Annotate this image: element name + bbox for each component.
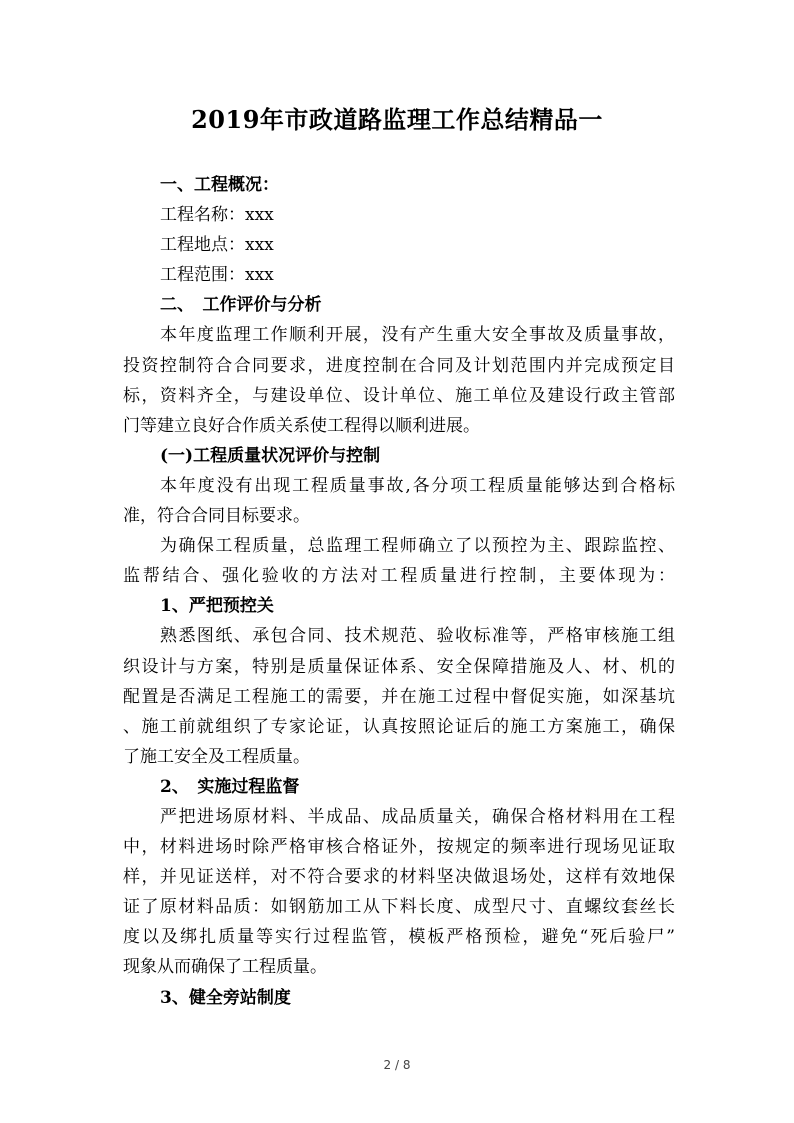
section-heading: 3、健全旁站制度 (160, 987, 291, 1008)
body-text-line: 门等建立良好合作质关系使工程得以顺利进展。 (123, 415, 480, 436)
body-text-line: 本年度监理工作顺利开展，没有产生重大安全事故及质量事故， (160, 325, 675, 346)
section-heading: 一、工程概况： (160, 175, 279, 195)
body-text-line: 熟悉图纸、承包合同、技术规范、验收标准等，严格审核施工组 (160, 626, 675, 647)
body-text-line: 、施工前就组织了专家论证，认真按照论证后的施工方案施工，确保 (123, 716, 675, 737)
body-text-line: 工程名称：xxx (160, 205, 274, 226)
section-heading: 2、 实施过程监督 (160, 776, 300, 797)
body-text-line: 标，资料齐全，与建设单位、设计单位、施工单位及建设行政主管部 (123, 385, 675, 406)
body-text-line: 证了原材料品质：如钢筋加工从下料长度、成型尺寸、直螺纹套丝长 (123, 897, 675, 918)
document-body (123, 170, 675, 1013)
body-text-line: 织设计与方案，特别是质量保证体系、安全保障措施及人、材、机的 (123, 656, 675, 677)
body-text-line: 中，材料进场时除严格审核合格证外，按规定的频率进行现场见证取 (123, 837, 675, 858)
body-text-line: 准，符合合同目标要求。 (123, 506, 310, 527)
section-heading: 1、严把预控关 (160, 596, 274, 617)
body-text-line: 为确保工程质量，总监理工程师确立了以预控为主、跟踪监控、 (160, 536, 675, 557)
body-text-line: 了施工安全及工程质量。 (123, 746, 310, 767)
body-text-line: 监帮结合、强化验收的方法对工程质量进行控制，主要体现为： (123, 566, 675, 587)
body-text-line: 工程范围：xxx (160, 265, 274, 286)
section-heading: (一)工程质量状况评价与控制 (160, 445, 381, 466)
body-text-line: 样，并见证送样，对不符合要求的材料坚决做退场处，这样有效地保 (123, 867, 675, 888)
section-heading: 二、 工作评价与分析 (160, 295, 322, 316)
body-text-line: 工程地点：xxx (160, 235, 274, 256)
document-title: 2019年市政道路监理工作总结精品一 (191, 105, 603, 134)
page-number: 2 / 8 (383, 1058, 411, 1072)
body-text-line: 配置是否满足工程施工的需要，并在施工过程中督促实施，如深基坑 (123, 686, 675, 707)
body-text-line: 度以及绑扎质量等实行过程监管，模板严格预检，避免“死后验尸” (123, 927, 675, 948)
body-text-line: 本年度没有出现工程质量事故,各分项工程质量能够达到合格标 (160, 475, 675, 496)
body-text-line: 投资控制符合合同要求，进度控制在合同及计划范围内并完成预定目 (123, 355, 675, 376)
body-text-line: 严把进场原材料、半成品、成品质量关，确保合格材料用在工程 (160, 806, 675, 827)
body-text-line: 现象从而确保了工程质量。 (123, 957, 327, 978)
